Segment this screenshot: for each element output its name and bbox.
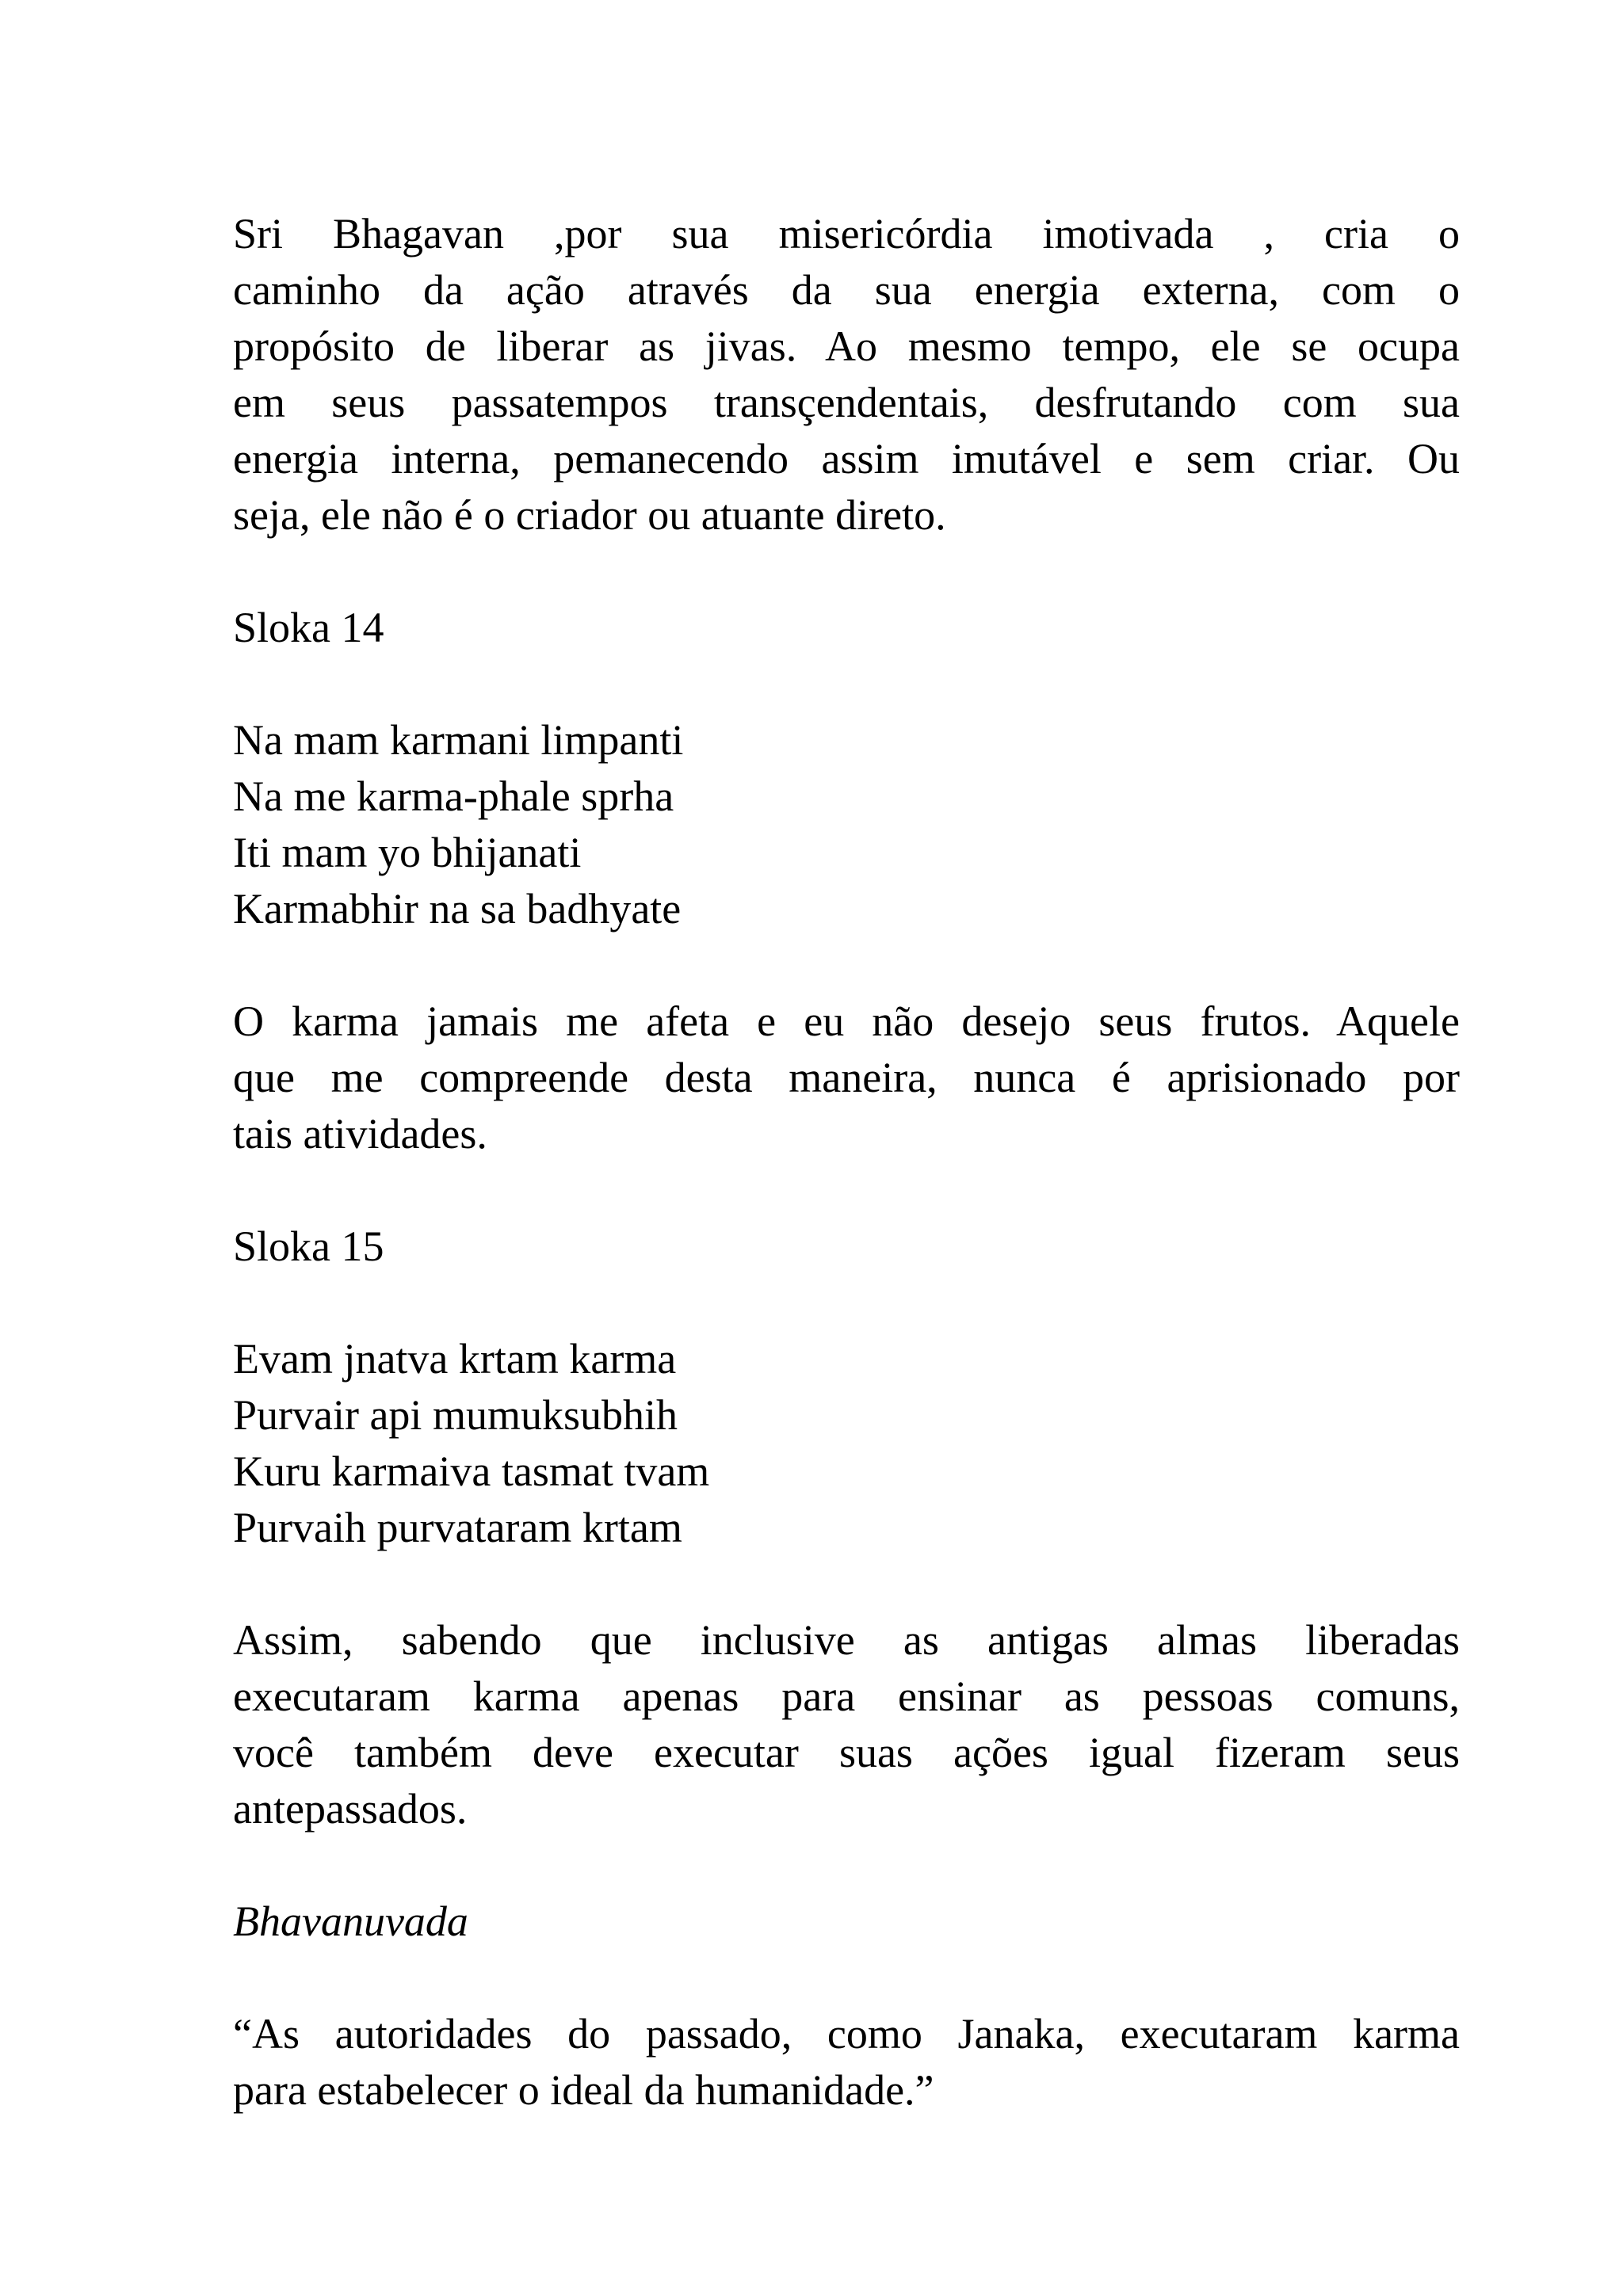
verse-line: Na me karma-phale sprha	[233, 772, 674, 820]
quote-line: para estabelecer o ideal da humanidade.”	[233, 2066, 934, 2114]
translation-line: você também deve executar suas ações igual fizeram seus	[233, 1729, 1460, 1776]
sloka-14-translation	[233, 994, 1460, 1162]
verse-line: Kuru karmaiva tasmat tvam	[233, 1447, 710, 1495]
bhavanuvada-heading: Bhavanuvada	[233, 1897, 468, 1945]
paragraph-line: energia interna, pemanecendo assim imutável e sem criar. Ou	[233, 435, 1460, 482]
translation-line: tais atividades.	[233, 1110, 487, 1158]
bhavanuvada-quote	[233, 2006, 1460, 2119]
quote-line: “As autoridades do passado, como Janaka, executaram karma	[233, 2010, 1460, 2058]
paragraph-line: seja, ele não é o criador ou atuante direto.	[233, 491, 946, 539]
translation-line: executaram karma apenas para ensinar as pessoas comuns,	[233, 1672, 1460, 1720]
paragraph-line: em seus passatempos transçendentais, desfrutando com sua	[233, 379, 1460, 426]
verse-line: Purvair api mumuksubhih	[233, 1391, 678, 1439]
sloka-14-verse	[233, 712, 1460, 937]
verse-line: Karmabhir na sa badhyate	[233, 885, 682, 933]
verse-line: Evam jnatva krtam karma	[233, 1335, 677, 1383]
sloka-15-heading: Sloka 15	[233, 1222, 384, 1270]
translation-line: que me compreende desta maneira, nunca é aprisionado por	[233, 1054, 1460, 1101]
paragraph-line: caminho da ação através da sua energia externa, com o	[233, 266, 1460, 314]
document-page	[233, 206, 1460, 2119]
sloka-15-translation	[233, 1612, 1460, 1837]
paragraph-line: Sri Bhagavan ,por sua misericórdia imotivada , cria o	[233, 210, 1460, 257]
sloka-15-verse	[233, 1331, 1460, 1556]
verse-line: Iti mam yo bhijanati	[233, 829, 582, 876]
sloka-14-heading: Sloka 14	[233, 604, 384, 651]
translation-line: O karma jamais me afeta e eu não desejo seus frutos. Aquele	[233, 997, 1460, 1045]
translation-line: antepassados.	[233, 1785, 468, 1833]
translation-line: Assim, sabendo que inclusive as antigas almas liberadas	[233, 1616, 1460, 1664]
paragraph-line: propósito de liberar as jivas. Ao mesmo tempo, ele se ocupa	[233, 322, 1460, 370]
intro-paragraph	[233, 206, 1460, 543]
verse-line: Purvaih purvataram krtam	[233, 1504, 682, 1551]
verse-line: Na mam karmani limpanti	[233, 716, 684, 764]
